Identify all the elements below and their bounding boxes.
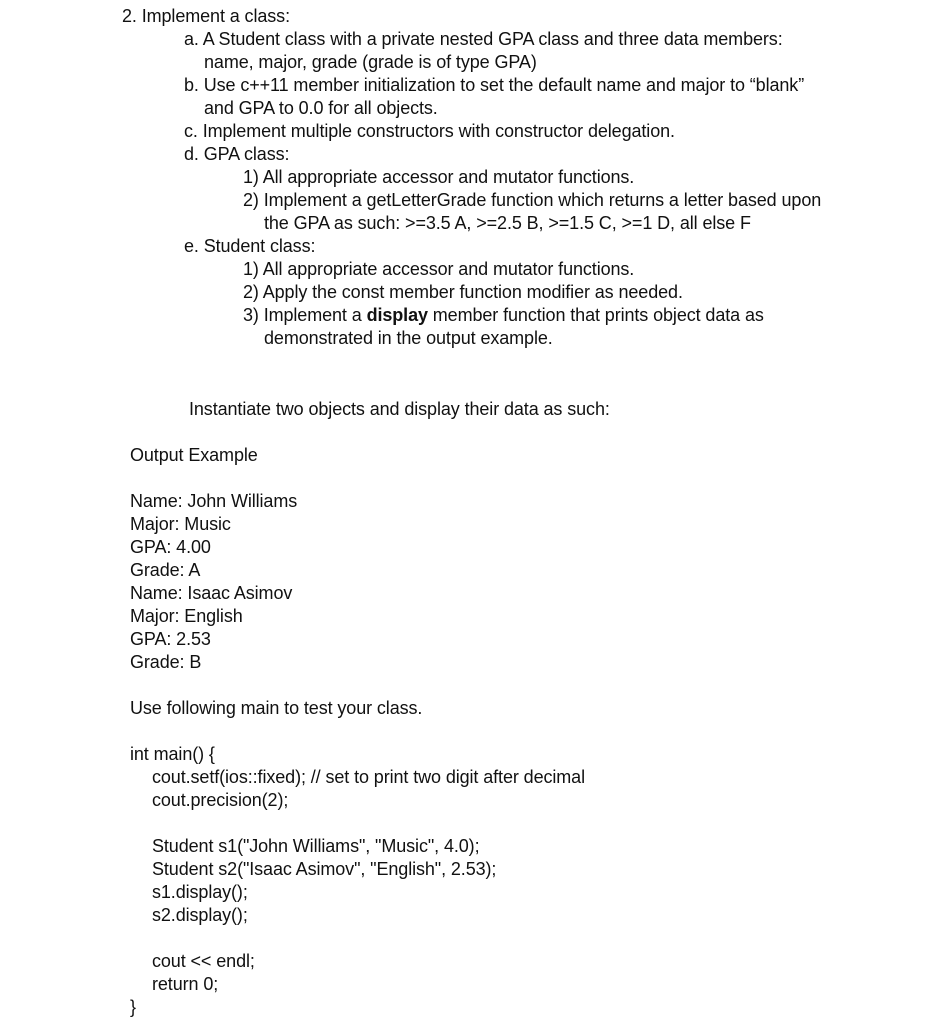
instantiate-instruction: Instantiate two objects and display their data as such: [189,399,610,419]
code-line-display-1: s1.display(); [152,882,248,902]
item-d: d. GPA class: [184,144,290,164]
item-e-3-suffix: member function that prints object data as [427,305,764,325]
item-b-line-2: and GPA to 0.0 for all objects. [204,98,438,118]
assignment-heading: 2. Implement a class: [122,6,290,26]
output-line: Name: Isaac Asimov [130,583,293,603]
output-line: Major: English [130,606,243,626]
item-d-1: 1) All appropriate accessor and mutator functions. [243,167,635,187]
output-line: GPA: 4.00 [130,537,211,557]
item-b-line-1: b. Use c++11 member initialization to set the default name and major to “blank” [184,75,805,95]
output-line: Name: John Williams [130,491,298,511]
code-line-display-2: s2.display(); [152,905,248,925]
item-e: e. Student class: [184,236,316,256]
code-line-s2: Student s2("Isaac Asimov", "English", 2.53); [152,859,497,879]
output-line: GPA: 2.53 [130,629,211,649]
code-line-return: return 0; [152,974,219,994]
code-line-main-open: int main() { [130,744,215,764]
code-line-precision: cout.precision(2); [152,790,289,810]
code-line-setf: cout.setf(ios::fixed); // set to print two digit after decimal [152,767,585,787]
code-line-endl: cout << endl; [152,951,255,971]
output-line: Grade: A [130,560,201,580]
code-line-s1: Student s1("John Williams", "Music", 4.0); [152,836,480,856]
code-line-close-brace: } [130,997,136,1017]
item-c: c. Implement multiple constructors with constructor delegation. [184,121,675,141]
item-a-line-1: a. A Student class with a private nested GPA class and three data members: [184,29,783,49]
item-e-3-line-2: demonstrated in the output example. [264,328,553,348]
output-line: Grade: B [130,652,202,672]
main-intro: Use following main to test your class. [130,698,423,718]
item-d-2-line-1: 2) Implement a getLetterGrade function which returns a letter based upon [243,190,822,210]
item-e-2: 2) Apply the const member function modifier as needed. [243,282,683,302]
item-e-3-prefix: 3) Implement a [243,305,367,325]
item-e-3-line-1 [243,304,764,327]
output-example-title: Output Example [130,445,258,465]
output-line: Major: Music [130,514,231,534]
item-e-3-keyword: display [366,305,428,325]
item-d-2-line-2: the GPA as such: >=3.5 A, >=2.5 B, >=1.5 C, >=1 D, all else F [264,213,751,233]
item-a-line-2: name, major, grade (grade is of type GPA) [204,52,537,72]
item-e-1: 1) All appropriate accessor and mutator functions. [243,259,635,279]
